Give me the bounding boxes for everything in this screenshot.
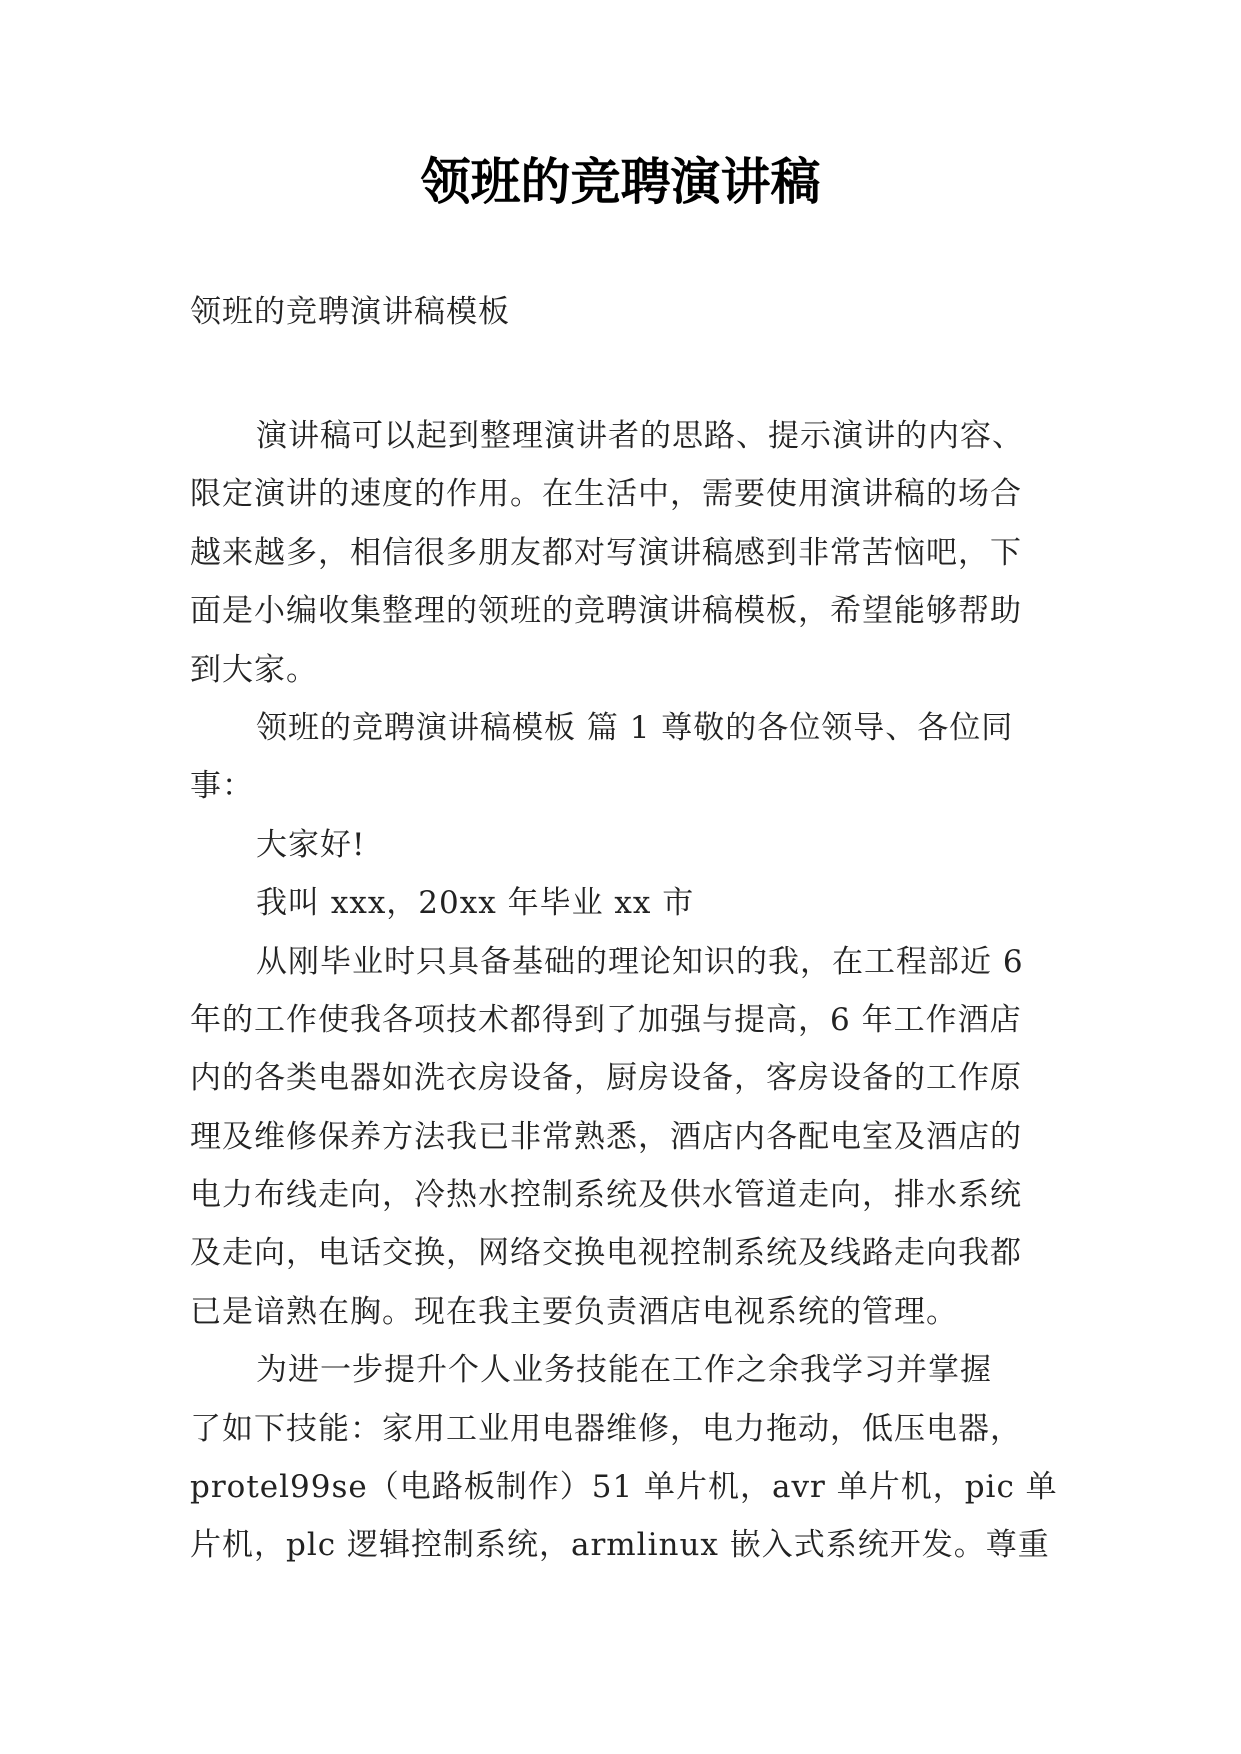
text-line: 从刚毕业时只具备基础的理论知识的我，在工程部近 6: [256, 943, 1024, 980]
text-line: 理及维修保养方法我已非常熟悉，酒店内各配电室及酒店的: [190, 1118, 1022, 1155]
text-line: 大家好!: [256, 826, 366, 863]
text-line: 已是谙熟在胸。现在我主要负责酒店电视系统的管理。: [190, 1293, 958, 1330]
text-line: 片机，plc 逻辑控制系统，armlinux 嵌入式系统开发。尊重: [190, 1527, 1050, 1564]
text-line: 领班的竞聘演讲稿模板 篇 1 尊敬的各位领导、各位同: [256, 709, 1014, 746]
text-line: 为进一步提升个人业务技能在工作之余我学习并掌握: [256, 1352, 992, 1389]
text-line: protel99se（电路板制作）51 单片机，avr 单片机，pic 单: [190, 1469, 1058, 1506]
text-line: 面是小编收集整理的领班的竞聘演讲稿模板，希望能够帮助: [190, 593, 1022, 630]
text-line: 年的工作使我各项技术都得到了加强与提高，6 年工作酒店: [190, 1001, 1022, 1038]
text-line: 及走向，电话交换，网络交换电视控制系统及线路走向我都: [190, 1235, 1022, 1272]
text-line: 内的各类电器如洗衣房设备，厨房设备，客房设备的工作原: [190, 1060, 1022, 1097]
text-line: 演讲稿可以起到整理演讲者的思路、提示演讲的内容、: [256, 418, 1024, 454]
text-line: 限定演讲的速度的作用。在生活中，需要使用演讲稿的场合: [190, 476, 1022, 513]
document-title: 领班的竞聘演讲稿: [420, 152, 821, 211]
document-body: [190, 407, 1058, 1575]
text-line: 到大家。: [190, 651, 318, 688]
text-line: 了如下技能：家用工业用电器维修，电力拖动，低压电器，: [190, 1410, 1022, 1447]
text-line: 越来越多，相信很多朋友都对写演讲稿感到非常苦恼吧，下: [190, 534, 1022, 571]
document-subtitle: 领班的竞聘演讲稿模板: [190, 294, 510, 330]
text-line: 事：: [190, 768, 254, 805]
text-line: 我叫 xxx，20xx 年毕业 xx 市: [256, 885, 695, 922]
text-line: 电力布线走向，冷热水控制系统及供水管道走向，排水系统: [190, 1177, 1022, 1214]
